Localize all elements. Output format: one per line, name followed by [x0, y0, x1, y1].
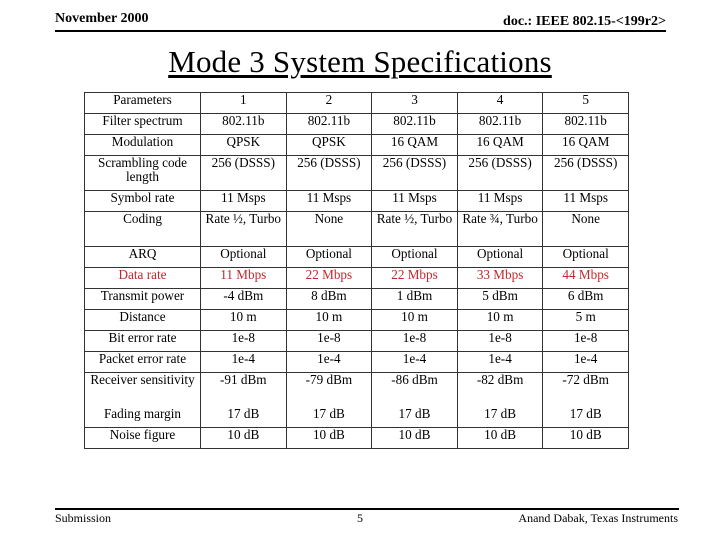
table-row — [85, 156, 629, 191]
table-cell: -91 dBm — [201, 373, 287, 408]
row-label: Fading margin — [85, 407, 201, 428]
table-cell: -82 dBm — [457, 373, 543, 408]
table-cell: 1e-4 — [457, 352, 543, 373]
table-cell: 1 dBm — [372, 289, 458, 310]
column-header: 3 — [372, 93, 458, 114]
table-row — [85, 114, 629, 135]
table-cell: 16 QAM — [457, 135, 543, 156]
slide-title: Mode 3 System Specifications — [168, 44, 552, 79]
column-header: 2 — [286, 93, 372, 114]
table-cell: 17 dB — [543, 407, 629, 428]
table-cell: -4 dBm — [201, 289, 287, 310]
row-label: Receiver sensitivity — [85, 373, 201, 408]
table-cell: 11 Msps — [286, 191, 372, 212]
column-header: 4 — [457, 93, 543, 114]
table-cell: 1e-4 — [286, 352, 372, 373]
table-cell: 10 dB — [457, 428, 543, 449]
table-cell: 1e-8 — [201, 331, 287, 352]
table-cell: 10 dB — [201, 428, 287, 449]
table-row — [85, 310, 629, 331]
table-cell: 10 dB — [286, 428, 372, 449]
table-cell: -86 dBm — [372, 373, 458, 408]
table-cell: 10 dB — [543, 428, 629, 449]
footer-divider — [55, 508, 679, 510]
table-cell: 6 dBm — [543, 289, 629, 310]
header-divider — [55, 30, 666, 32]
table-cell: 10 m — [457, 310, 543, 331]
table-cell: Optional — [201, 247, 287, 268]
table-cell: None — [286, 212, 372, 247]
table-row — [85, 135, 629, 156]
table-cell: 17 dB — [286, 407, 372, 428]
table-cell: 22 Mbps — [372, 268, 458, 289]
table-cell: 17 dB — [372, 407, 458, 428]
table-cell: 16 QAM — [372, 135, 458, 156]
table-cell: 1e-4 — [372, 352, 458, 373]
table-row — [85, 268, 629, 289]
row-label: Coding — [85, 212, 201, 247]
spec-table-container — [84, 92, 628, 442]
table-cell: 256 (DSSS) — [543, 156, 629, 191]
table-cell: 1e-4 — [201, 352, 287, 373]
table-cell: Rate ¾, Turbo — [457, 212, 543, 247]
table-cell: 256 (DSSS) — [457, 156, 543, 191]
table-cell: 1e-8 — [457, 331, 543, 352]
table-cell: 1e-4 — [543, 352, 629, 373]
table-cell: 10 m — [201, 310, 287, 331]
row-label: Scrambling code length — [85, 156, 201, 191]
table-row — [85, 247, 629, 268]
table-cell: -72 dBm — [543, 373, 629, 408]
table-cell: 44 Mbps — [543, 268, 629, 289]
header-doc-id: doc.: IEEE 802.15-<199r2> — [503, 14, 666, 29]
table-cell: 33 Mbps — [457, 268, 543, 289]
table-row — [85, 407, 629, 428]
table-cell: None — [543, 212, 629, 247]
row-label: Packet error rate — [85, 352, 201, 373]
table-cell: QPSK — [201, 135, 287, 156]
table-cell: Optional — [286, 247, 372, 268]
table-cell: Optional — [543, 247, 629, 268]
table-row — [85, 373, 629, 408]
table-cell: 10 dB — [372, 428, 458, 449]
table-cell: 17 dB — [201, 407, 287, 428]
table-cell: 8 dBm — [286, 289, 372, 310]
table-cell: 802.11b — [543, 114, 629, 135]
row-label: Modulation — [85, 135, 201, 156]
table-row — [85, 331, 629, 352]
row-label: Filter spectrum — [85, 114, 201, 135]
table-cell: Optional — [457, 247, 543, 268]
table-cell: 11 Msps — [201, 191, 287, 212]
footer-page-number: 5 — [357, 511, 363, 525]
row-label: Noise figure — [85, 428, 201, 449]
table-cell: 256 (DSSS) — [201, 156, 287, 191]
table-row — [85, 212, 629, 247]
table-cell: 11 Msps — [457, 191, 543, 212]
table-cell: 256 (DSSS) — [372, 156, 458, 191]
table-cell: 11 Msps — [543, 191, 629, 212]
column-header: 1 — [201, 93, 287, 114]
table-cell: 10 m — [286, 310, 372, 331]
row-label: ARQ — [85, 247, 201, 268]
table-cell: 802.11b — [201, 114, 287, 135]
table-cell: 256 (DSSS) — [286, 156, 372, 191]
table-cell: 1e-8 — [286, 331, 372, 352]
table-cell: 11 Mbps — [201, 268, 287, 289]
table-row — [85, 289, 629, 310]
table-row — [85, 352, 629, 373]
footer-author: Anand Dabak, Texas Instruments — [518, 511, 678, 525]
table-cell: 17 dB — [457, 407, 543, 428]
table-cell: Rate ½, Turbo — [372, 212, 458, 247]
table-header-row — [85, 93, 629, 114]
column-header: 5 — [543, 93, 629, 114]
row-label: Distance — [85, 310, 201, 331]
table-cell: 802.11b — [372, 114, 458, 135]
row-label: Symbol rate — [85, 191, 201, 212]
row-label: Bit error rate — [85, 331, 201, 352]
table-cell: 11 Msps — [372, 191, 458, 212]
table-cell: 5 m — [543, 310, 629, 331]
spec-table — [84, 92, 629, 449]
table-row — [85, 428, 629, 449]
header-date: November 2000 — [55, 11, 149, 26]
table-cell: Rate ½, Turbo — [201, 212, 287, 247]
table-cell: Optional — [372, 247, 458, 268]
table-cell: 802.11b — [286, 114, 372, 135]
table-cell: -79 dBm — [286, 373, 372, 408]
table-cell: 5 dBm — [457, 289, 543, 310]
table-cell: 22 Mbps — [286, 268, 372, 289]
row-label: Data rate — [85, 268, 201, 289]
table-cell: 1e-8 — [372, 331, 458, 352]
column-header: Parameters — [85, 93, 201, 114]
row-label: Transmit power — [85, 289, 201, 310]
table-cell: QPSK — [286, 135, 372, 156]
table-cell: 1e-8 — [543, 331, 629, 352]
table-cell: 10 m — [372, 310, 458, 331]
footer-submission: Submission — [55, 511, 112, 525]
table-cell: 16 QAM — [543, 135, 629, 156]
table-row — [85, 191, 629, 212]
table-cell: 802.11b — [457, 114, 543, 135]
